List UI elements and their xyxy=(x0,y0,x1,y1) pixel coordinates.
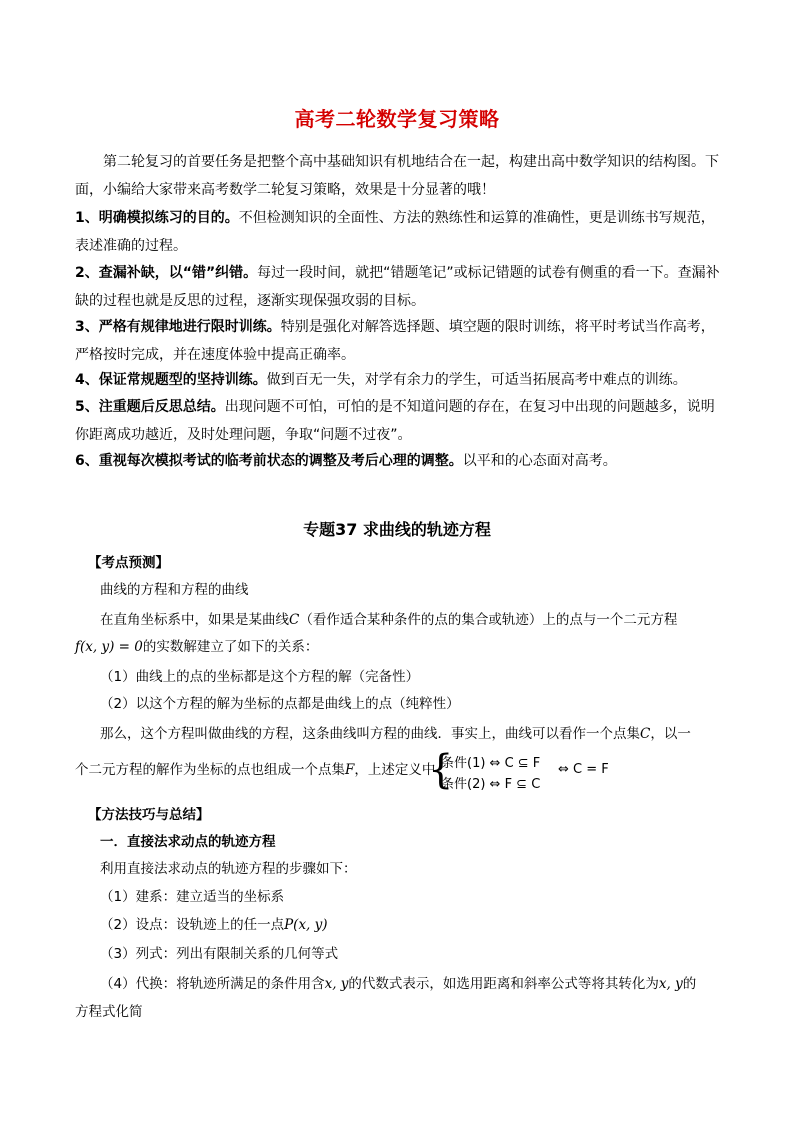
tip-body: 特别是强化对解答选择题、填空题的限时训练，将平时考试当作高考，严格按时完成，并在速度体验中提高正确率。 xyxy=(75,319,715,363)
text-run: （2）设点：设轨迹上的任一点 xyxy=(100,917,285,933)
list-item xyxy=(100,974,696,994)
page-title: 高考二轮数学复习策略 xyxy=(294,107,500,131)
list-item xyxy=(100,915,328,935)
math-symbol: C xyxy=(289,612,300,628)
tip-2 xyxy=(75,259,725,315)
text-line: 方程式化简 xyxy=(75,1004,143,1020)
tip-4 xyxy=(75,366,725,394)
math-expression: x, y xyxy=(324,976,349,992)
tip-6 xyxy=(75,447,725,475)
tip-body: 出现问题不可怕，可怕的是不知道问题的存在，在复习中出现的问题越多，说明你距离成功越近，及时处理问题，争取“问题不过夜”。 xyxy=(75,399,715,443)
list-item: （1）曲线上的点的坐标都是这个方程的解（完备性） xyxy=(100,669,420,685)
text-line xyxy=(100,724,691,744)
text-run: 个二元方程的解作为坐标的点也组成一个点集 xyxy=(75,762,345,778)
tip-heading: 1、明确模拟练习的目的。 xyxy=(75,210,239,226)
text-run: 的代数式表示，如选用距离和斜率公式等将其转化为 xyxy=(348,976,659,992)
tip-heading: 6、重视每次模拟考试的临考前状态的调整及考后心理的调整。 xyxy=(75,453,463,469)
text-run: （看作适合某种条件的点的集合或轨迹）上的点与一个二元方程 xyxy=(299,612,678,628)
tip-body: 不但检测知识的全面性、方法的熟练性和运算的准确性，更是训练书写规范，表述准确的过程。 xyxy=(75,210,715,254)
tip-heading: 2、查漏补缺，以“错”纠错。 xyxy=(75,265,258,281)
cases-expression xyxy=(428,747,658,794)
list-item: （1）建系：建立适当的坐标系 xyxy=(100,889,285,905)
list-item: （2）以这个方程的解为坐标的点都是曲线上的点（纯粹性） xyxy=(100,696,460,712)
text-line xyxy=(75,760,435,780)
subheading-direct-method: 一．直接法求动点的轨迹方程 xyxy=(100,834,276,850)
left-brace: { xyxy=(428,747,454,793)
math-symbol: C xyxy=(640,726,651,742)
case-2: 条件(2) ⇔ F ⊆ C xyxy=(441,777,541,792)
text-run: （4）代换：将轨迹所满足的条件用含 xyxy=(100,976,325,992)
tip-body: 做到百无一失，对学有余力的学生，可适当拓展高考中难点的训练。 xyxy=(266,372,687,388)
list-item: （3）列式：列出有限制关系的几何等式 xyxy=(100,946,339,962)
text-line xyxy=(100,610,677,630)
tip-1 xyxy=(75,204,725,260)
tip-body: 以平和的心态面对高考。 xyxy=(462,453,617,469)
math-symbol: F xyxy=(345,762,355,778)
tip-heading: 5、注重题后反思总结。 xyxy=(75,399,225,415)
tip-heading: 3、严格有规律地进行限时训练。 xyxy=(75,319,281,335)
text-run: ，以一 xyxy=(650,726,691,742)
text-line: 利用直接法求动点的轨迹方程的步骤如下： xyxy=(100,861,357,877)
heading-exam-points: 【考点预测】 xyxy=(88,555,169,571)
tip-3 xyxy=(75,313,725,369)
math-expression: P(x, y) xyxy=(284,917,328,933)
math-expression: x, y xyxy=(658,976,683,992)
section-title: 专题37 求曲线的轨迹方程 xyxy=(303,520,491,539)
tip-body: 每过一段时间，就把“错题笔记”或标记错题的试卷有侧重的看一下。查漏补缺的过程也就是反思的过程，逐渐实现保强攻弱的目标。 xyxy=(75,265,720,309)
case-conclusion: ⇔ C = F xyxy=(558,762,609,777)
text-run: 的 xyxy=(682,976,697,992)
text-line: 曲线的方程和方程的曲线 xyxy=(100,582,249,598)
tip-5 xyxy=(75,393,725,449)
text-run: 的实数解建立了如下的关系： xyxy=(142,639,319,655)
text-line xyxy=(75,637,318,657)
text-run: 在直角坐标系中，如果是某曲线 xyxy=(100,612,289,628)
math-expression: f(x, y) = 0 xyxy=(75,639,143,655)
text-run: ，上述定义中 xyxy=(354,762,436,778)
tip-heading: 4、保证常规题型的坚持训练。 xyxy=(75,372,267,388)
case-1: 条件(1) ⇔ C ⊆ F xyxy=(441,756,541,771)
text-run: 那么，这个方程叫做曲线的方程，这条曲线叫方程的曲线．事实上，曲线可以看作一个点集 xyxy=(100,726,640,742)
intro-paragraph: 第二轮复习的首要任务是把整个高中基础知识有机地结合在一起，构建出高中数学知识的结构图。下面，小编给大家带来高考数学二轮复习策略，效果是十分显著的哦！ xyxy=(75,154,719,198)
heading-methods: 【方法技巧与总结】 xyxy=(88,807,210,823)
